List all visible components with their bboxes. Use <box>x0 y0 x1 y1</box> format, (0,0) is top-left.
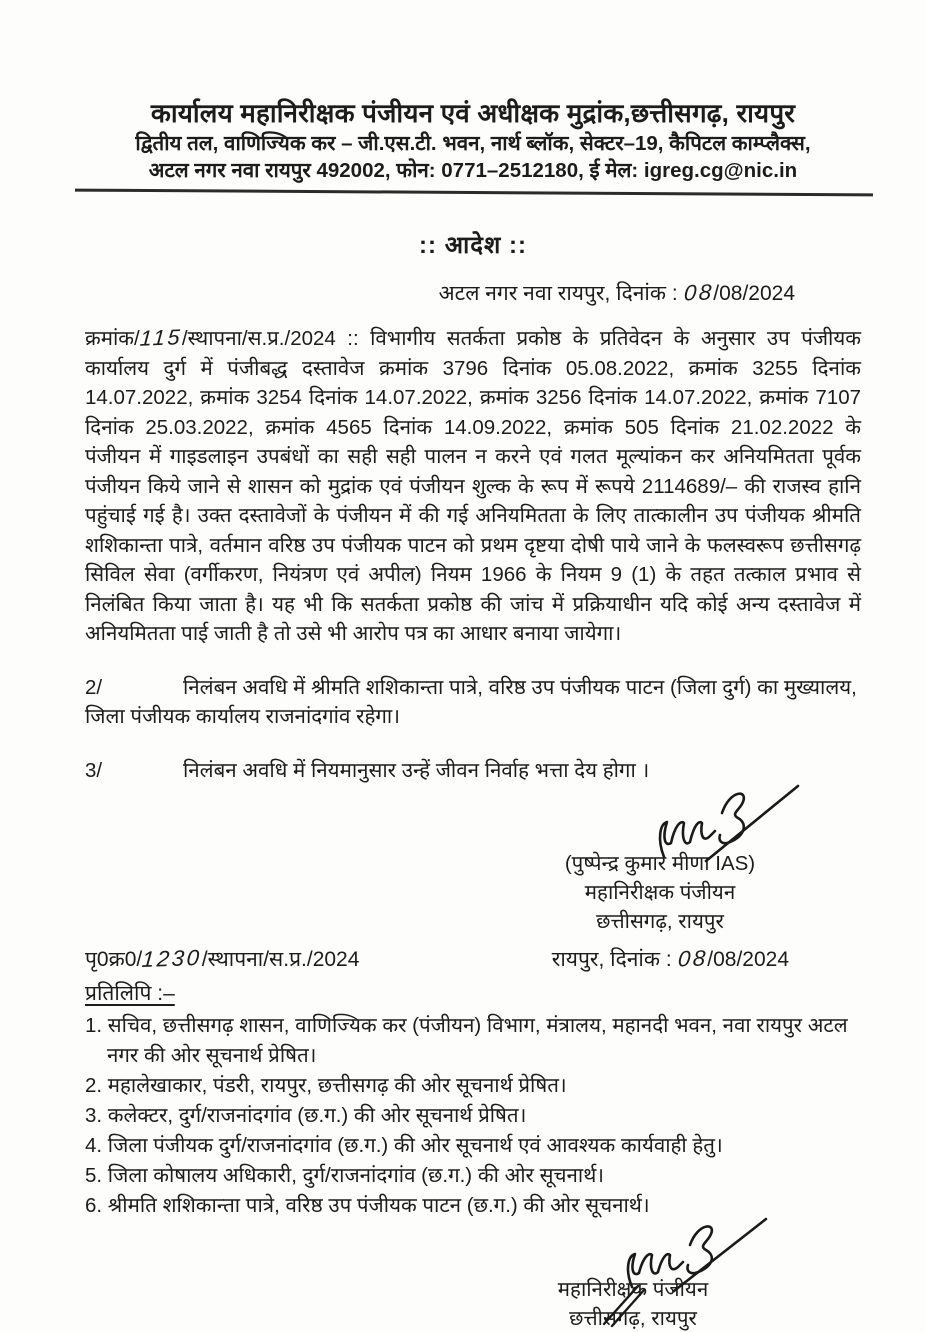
point-3-text: निलंबन अवधि में नियमानुसार उन्हें जीवन निर्वाह भत्ता देय होगा । <box>183 758 650 782</box>
copy-list-item: 3. कलेक्टर, दुर्ग/राजनांदगांव (छ.ग.) की ओर सूचनार्थ प्रेषित। <box>85 1104 527 1127</box>
order-title: :: आदेश :: <box>419 232 527 259</box>
point-2-number: 2/ <box>85 675 103 699</box>
endorsement-row <box>85 944 861 975</box>
copy-list-item: 5. जिला कोषालय अधिकारी, दुर्ग/राजनांदगांव (छ.ग.) की ओर सूचनार्थ। <box>85 1164 605 1187</box>
endorsement-date-rest: /08/2024 <box>707 948 789 971</box>
point-2-text: निलंबन अवधि में श्रीमति शशिकान्ता पात्रे, वरिष्ठ उप पंजीयक पाटन (जिला दुर्ग) का मुख्यालय, जिला पंजीयक कार्यालय राजनांदगांव रहेगा। <box>85 675 857 728</box>
endorsement-place-date <box>552 944 789 975</box>
point-3-number: 3/ <box>85 758 103 782</box>
office-contact: अटल नगर नवा रायपुर 492002, फोन: 0771–2512180, ई मेल: igreg.cg@nic.in <box>148 159 798 182</box>
signatory-name: (पुष्पेन्द्र कुमार मीणा IAS) <box>564 852 756 875</box>
issue-place-date <box>85 279 861 307</box>
endorsement-ref-suffix: /स्थापना/स.प्र./2024 <box>201 948 360 971</box>
order-ref-prefix: क्रमांक/ <box>85 327 140 350</box>
signatory-designation: महानिरीक्षक पंजीयन <box>584 881 736 904</box>
copy-list-item: 1. सचिव, छत्तीसगढ़ शासन, वाणिज्यिक कर (पंजीयन) विभाग, मंत्रालय, महानदी भवन, नवा रायपुर अटल नगर की ओर सूचनार्थ प्रेषित। <box>85 1014 848 1067</box>
order-ref-suffix: /स्थापना/स.प्र./2024 :: <box>181 327 371 350</box>
second-signatory-location: छत्तीसगढ़, रायपुर <box>569 1307 697 1330</box>
signatory-location: छत्तीसगढ़, रायपुर <box>596 910 724 933</box>
letterhead <box>85 96 861 184</box>
issue-date-prefix: अटल नगर नवा रायपुर, दिनांक : <box>438 282 684 305</box>
order-body-paragraph <box>85 323 861 649</box>
order-body-text: विभागीय सतर्कता प्रकोष्ठ के प्रतिवेदन के अनुसार उप पंजीयक कार्यालय दुर्ग में पंजीबद्ध दस्तावेज क्रमांक 3796 दिनांक 05.08.2022, क्रमांक 3255 दिनांक 14.07.2022, क्रमांक 3254 दिनांक 14.07.2022, क्रमांक 3256 दिनांक 14.07.2022, क्रमांक 7107 दिनांक 25.03.2022, क्रमांक 4565 दिनांक 14.09.2022, क्रमांक 505 दिनांक 21.02.2022 के पंजीयन में गाइडलाइन उपबंधों का सही सही पालन न करने एवं गलत मूल्यांकन कर अनियमितता पूर्वक पंजीयन किये जाने से शासन को मुद्रांक एवं पंजीयन शुल्क के रूप में रूपये 2114689/– की राजस्व हानि पहुंचाई गई है। उक्त दस्तावेजों के पंजीयन में की गई अनियमितता के लिए तात्कालीन उप पंजीयक श्रीमति शशिकान्ता पात्रे, वर्तमान वरिष्ठ उप पंजीयक पाटन को प्रथम दृष्टया दोषी पाये जाने के फलस्वरूप छत्तीसगढ़ सिविल सेवा (वर्गीकरण, नियंत्रण एवं अपील) नियम 1966 के नियम 9 (1) के तहत तत्काल प्रभाव से निलंबित किया जाता है। यह भी कि सतर्कता प्रकोष्ठ की जांच में प्रक्रियाधीन यदि कोई अन्य दस्तावेज में अनियमितता पाई जाती है तो उसे भी आरोप पत्र का आधार बनाया जायेगा। <box>85 327 861 645</box>
issue-date-rest: /08/2024 <box>713 282 795 305</box>
endorsement-ref-prefix: पृ0क्र0/ <box>85 948 143 971</box>
copy-list-heading: प्रतिलिपि :– <box>85 982 175 1005</box>
letterhead-divider <box>75 189 873 197</box>
copy-list-item: 2. महालेखाकार, पंडरी, रायपुर, छत्तीसगढ़ की ओर सूचनार्थ प्रेषित। <box>85 1074 567 1097</box>
pen-stroke-icon <box>598 1272 668 1328</box>
handwritten-endorsement-day: 08 <box>676 945 709 972</box>
copy-list <box>85 1011 861 1221</box>
signature-block-primary <box>495 781 825 936</box>
copy-list-item: 6. श्रीमति शशिकान्ता पात्रे, वरिष्ठ उप पंजीयक पाटन (छ.ग.) की ओर सूचनार्थ। <box>85 1194 650 1217</box>
handwritten-day: 08 <box>682 279 715 306</box>
handwritten-ref-number: 115 <box>138 324 183 351</box>
second-signatory-designation: महानिरीक्षक पंजीयन <box>557 1278 709 1301</box>
copy-list-item: 4. जिला पंजीयक दुर्ग/राजनांदगांव (छ.ग.) की ओर सूचनार्थ एवं आवश्यक कार्यवाही हेतु। <box>85 1134 723 1157</box>
order-point-2 <box>85 673 861 732</box>
handwritten-endorsement-number: 1230 <box>141 944 203 973</box>
office-address: द्वितीय तल, वाणिज्यिक कर – जी.एस.टी. भवन, नार्थ ब्लॉक, सेक्टर–19, कैपिटल काम्प्लैक्स, <box>135 132 811 155</box>
office-name: कार्यालय महानिरीक्षक पंजीयन एवं अधीक्षक मुद्रांक,छत्तीसगढ़, रायपुर <box>150 98 796 128</box>
endorsement-date-prefix: रायपुर, दिनांक : <box>551 948 678 971</box>
endorsement-reference <box>85 944 359 975</box>
